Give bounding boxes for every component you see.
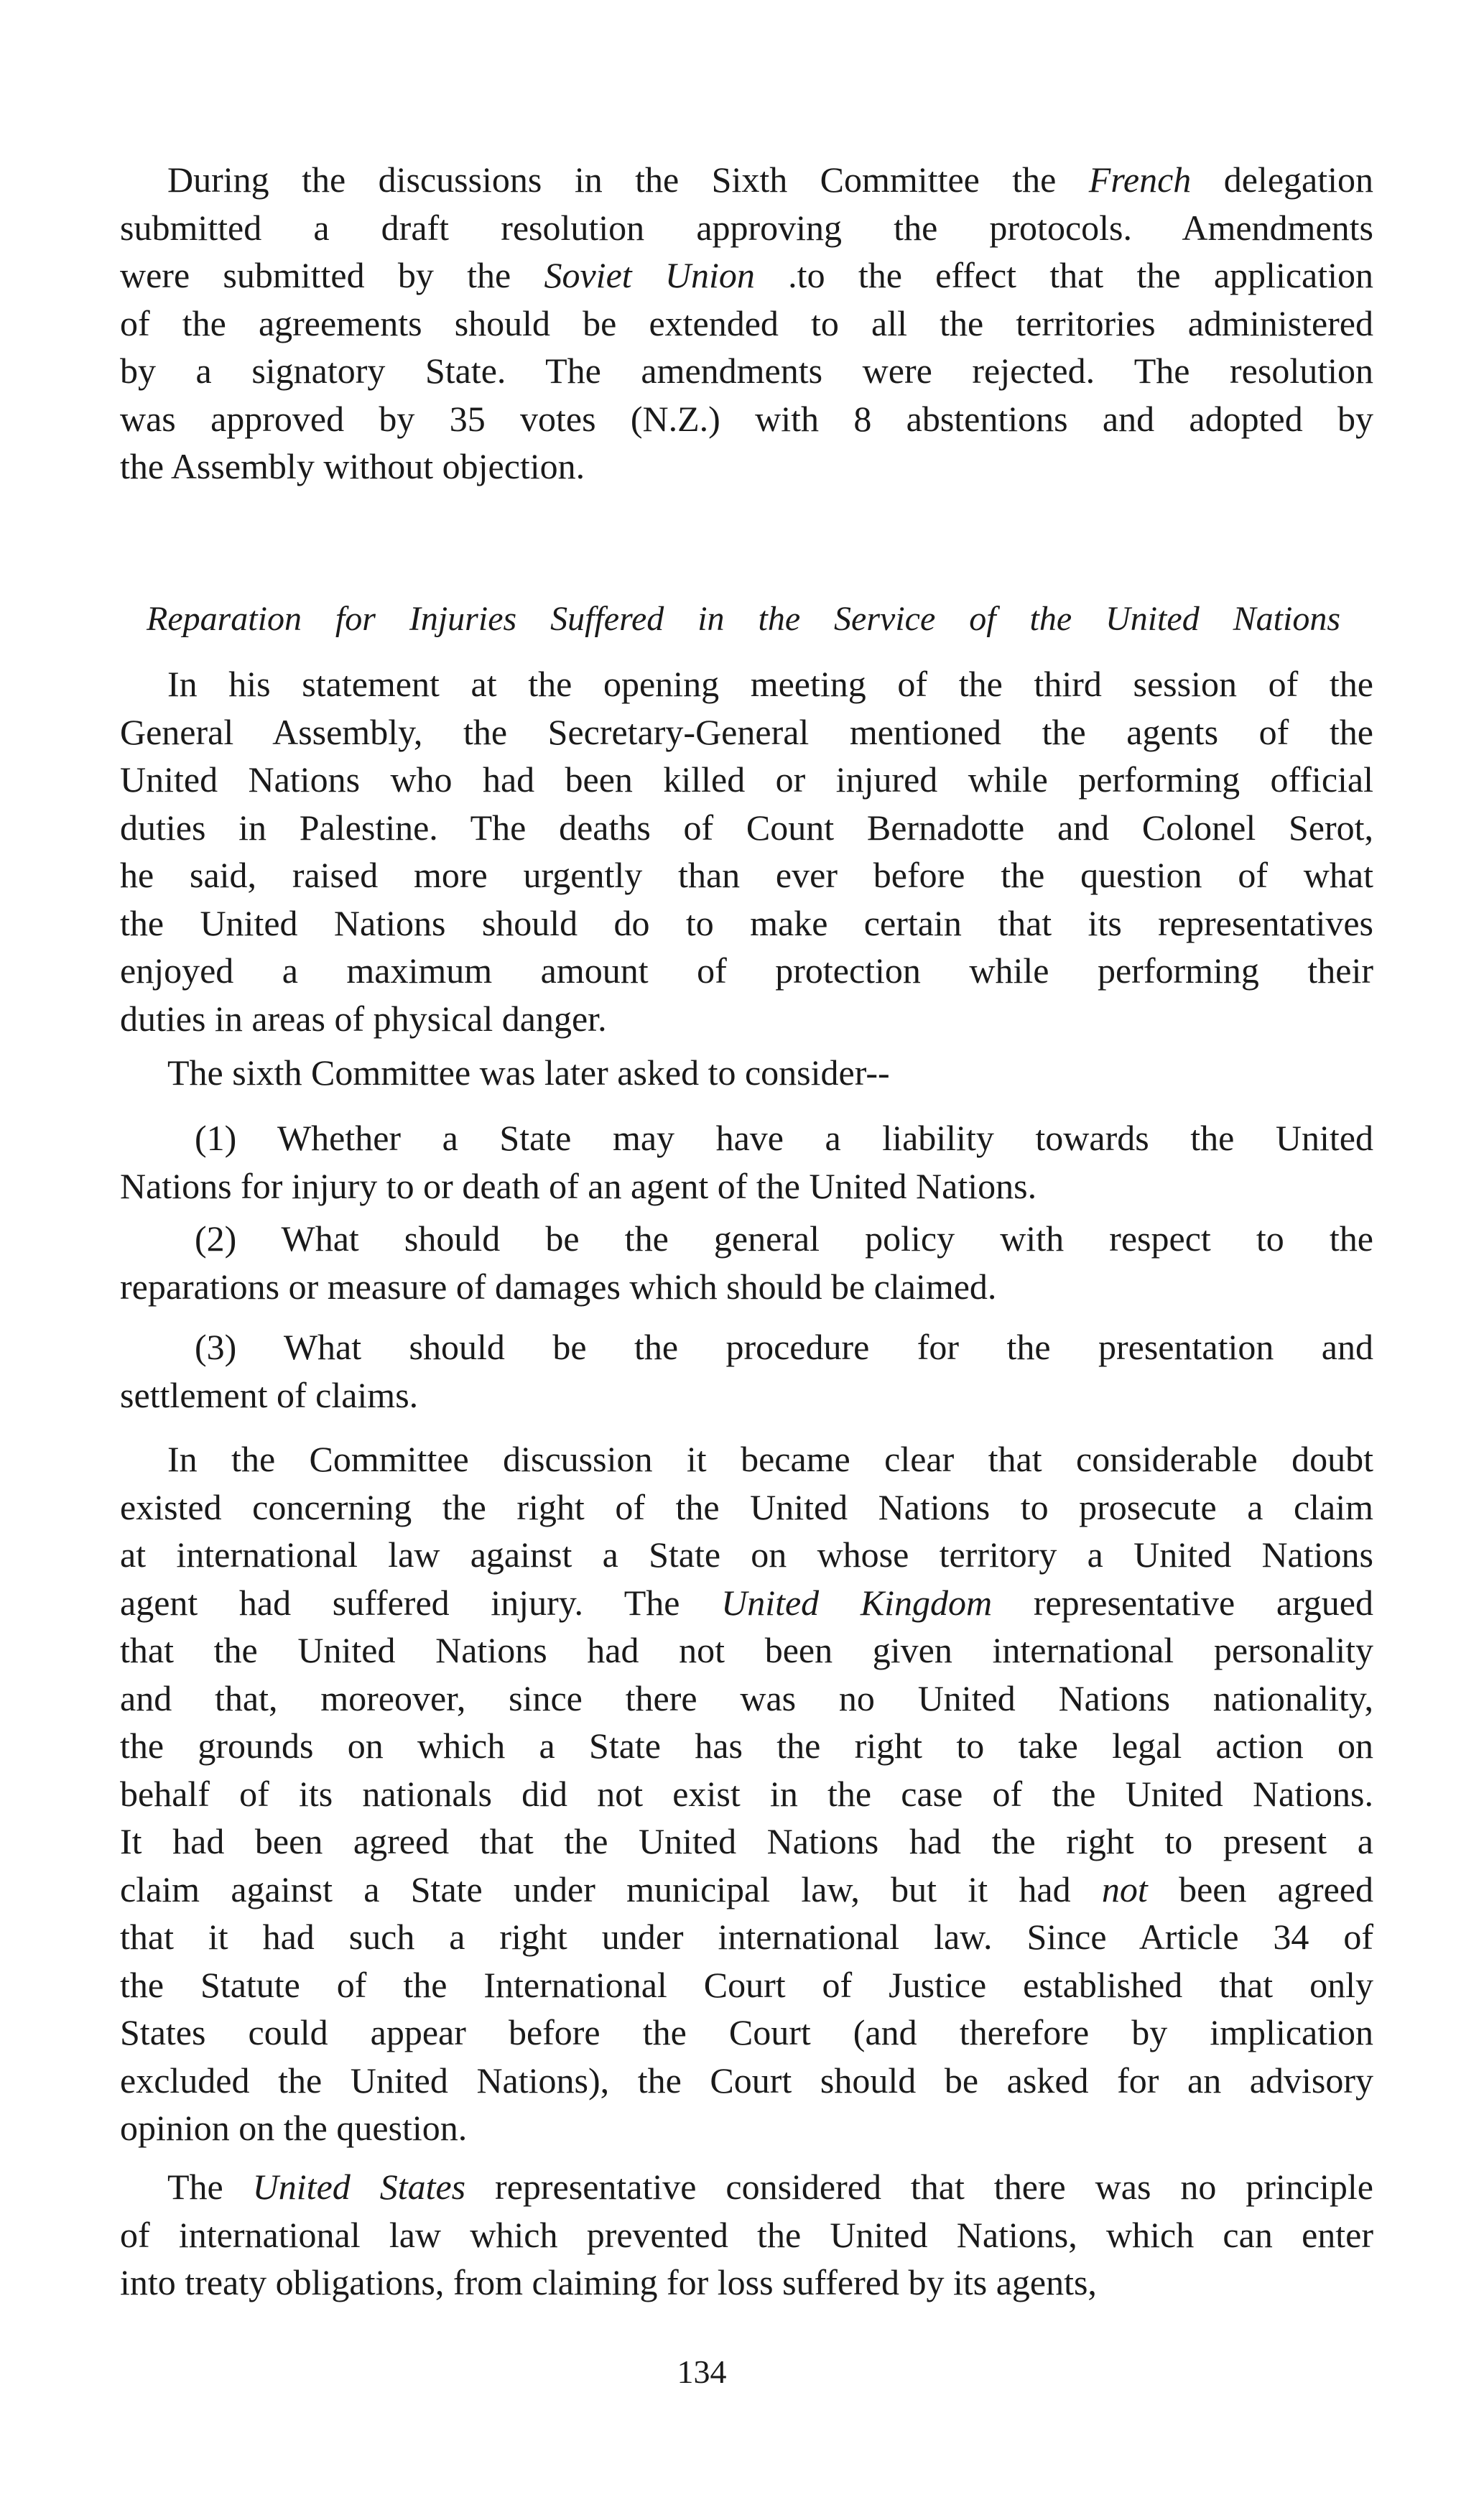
text-segment: excluded the United Nations), the Court should be asked for an advisory <box>120 2060 1373 2101</box>
text-segment: at international law against a State on whose territory a United Nations <box>120 1534 1373 1575</box>
text-segment: of international law which prevented the United Nations, which can enter <box>120 2214 1373 2255</box>
list-item-1 <box>120 1114 1373 1210</box>
text-segment: into treaty obligations, from claiming for loss suffered by its agents, <box>120 2262 1097 2302</box>
text-line <box>120 443 1373 491</box>
text-segment: (1) Whether a State may have a liability towards the United <box>195 1118 1373 1158</box>
text-segment: that the United Nations had not been given international personality <box>120 1630 1373 1670</box>
text-line <box>120 1162 1373 1210</box>
text-segment: The <box>167 2167 253 2207</box>
text-segment: were submitted by the <box>120 255 544 295</box>
page-number: 134 <box>677 2353 727 2390</box>
paragraph-united-states <box>120 2163 1373 2307</box>
list-item-2 <box>120 1215 1373 1310</box>
text-segment: he said, raised more urgently than ever before the question of what <box>120 855 1373 895</box>
text-line <box>120 395 1373 443</box>
text-line <box>120 1531 1373 1579</box>
text-line <box>120 1818 1373 1866</box>
text-line <box>120 1866 1373 1914</box>
list-item-3 <box>120 1323 1373 1419</box>
text-line <box>120 204 1373 252</box>
text-line <box>120 251 1373 300</box>
text-segment: of the agreements should be extended to all the territories administered <box>120 302 1373 343</box>
text-segment: was approved by 35 votes (N.Z.) with 8 abstentions and adopted by <box>120 398 1373 439</box>
text-segment: During the discussions in the Sixth Committee the <box>167 159 1089 200</box>
text-segment: delegation <box>1191 159 1373 200</box>
text-segment: submitted a draft resolution approving the protocols. Amendments <box>120 207 1373 248</box>
text-segment: opinion on the question. <box>120 2108 468 2148</box>
text-segment: the Assembly without objection. <box>120 446 585 486</box>
text-line <box>120 156 1373 204</box>
text-segment: by a signatory State. The amendments were rejected. The resolution <box>120 351 1373 391</box>
italic-text: United States <box>252 2167 466 2207</box>
text-segment: General Assembly, the Secretary-General mentioned the agents of the <box>120 711 1373 752</box>
text-line <box>120 1371 1373 1420</box>
text-segment: existed concerning the right of the United Nations to prosecute a claim <box>120 1486 1373 1527</box>
text-segment: been agreed <box>1147 1869 1373 1909</box>
text-segment: the United Nations should do to make certain that its representatives <box>120 902 1373 943</box>
text-segment: .to the effect that the application <box>754 255 1374 295</box>
text-line <box>120 1263 1373 1311</box>
text-segment: States could appear before the Court (and therefore by implication <box>120 2012 1373 2052</box>
text-line <box>120 851 1373 899</box>
italic-text: not <box>1101 1869 1148 1909</box>
text-segment: (3) What should be the procedure for the presentation and <box>195 1327 1373 1367</box>
text-line <box>120 804 1373 852</box>
text-line <box>120 708 1373 756</box>
text-line <box>120 1114 1373 1162</box>
text-line <box>120 1722 1373 1770</box>
text-segment: settlement of claims. <box>120 1374 419 1415</box>
italic-text: French <box>1088 159 1192 200</box>
text-segment: representative argued <box>992 1582 1373 1623</box>
section-heading: Reparation for Injuries Suffered in the Service of the United Nations <box>147 600 1340 638</box>
text-line <box>120 2211 1373 2259</box>
text-line <box>120 995 1373 1043</box>
text-segment: agent had suffered injury. The <box>120 1582 722 1623</box>
text-line <box>120 300 1373 348</box>
paragraph-secretary-general-statement <box>120 660 1373 1042</box>
text-segment: that it had such a right under international law. Since Article 34 of <box>120 1917 1373 1957</box>
paragraph-committee-discussion <box>120 1435 1373 2152</box>
text-segment: and that, moreover, since there was no United Nations nationality, <box>120 1677 1373 1718</box>
italic-text: Soviet Union <box>544 255 755 295</box>
text-segment: duties in Palestine. The deaths of Count Bernadotte and Colonel Serot, <box>120 807 1373 848</box>
text-line <box>120 1770 1373 1818</box>
text-segment: In his statement at the opening meeting of the third session of the <box>167 664 1373 704</box>
text-segment: It had been agreed that the United Nations had the right to present a <box>120 1821 1373 1861</box>
text-segment: enjoyed a maximum amount of protection while performing their <box>120 950 1373 991</box>
text-line <box>120 1435 1373 1483</box>
text-segment: Nations for injury to or death of an agent of the United Nations. <box>120 1165 1037 1206</box>
text-segment: behalf of its nationals did not exist in the case of the United Nations. <box>120 1773 1373 1814</box>
paragraph-committee-asked <box>120 1049 1373 1097</box>
text-line <box>120 2259 1373 2307</box>
text-segment: United Nations who had been killed or injured while performing official <box>120 759 1373 800</box>
text-segment: (2) What should be the general policy with respect to the <box>195 1218 1373 1259</box>
text-line <box>120 1961 1373 2009</box>
italic-text: United Kingdom <box>721 1582 993 1623</box>
text-segment: reparations or measure of damages which should be claimed. <box>120 1266 997 1307</box>
text-segment: the Statute of the International Court of Justice established that only <box>120 1964 1373 2005</box>
text-segment: duties in areas of physical danger. <box>120 998 607 1039</box>
text-segment: the grounds on which a State has the right to take legal action on <box>120 1726 1373 1766</box>
text-segment: In the Committee discussion it became clear that considerable doubt <box>167 1439 1373 1479</box>
text-line <box>120 2009 1373 2057</box>
text-line <box>120 1675 1373 1723</box>
text-line <box>120 899 1373 948</box>
text-line <box>120 1626 1373 1675</box>
text-line <box>120 947 1373 995</box>
text-line <box>120 1579 1373 1627</box>
text-line <box>120 1049 1373 1097</box>
text-line <box>120 1215 1373 1263</box>
text-line <box>120 1323 1373 1371</box>
text-line <box>120 2057 1373 2105</box>
text-segment: The sixth Committee was later asked to consider-- <box>167 1052 890 1093</box>
text-line <box>120 347 1373 395</box>
text-line <box>120 1913 1373 1961</box>
text-line <box>120 660 1373 708</box>
text-line <box>120 756 1373 804</box>
text-line <box>120 2104 1373 2152</box>
paragraph-french-resolution <box>120 156 1373 491</box>
text-segment: claim against a State under municipal law, but it had <box>120 1869 1102 1909</box>
text-segment: representative considered that there was no principle <box>465 2167 1373 2207</box>
text-line <box>120 2163 1373 2211</box>
text-line <box>120 1483 1373 1532</box>
